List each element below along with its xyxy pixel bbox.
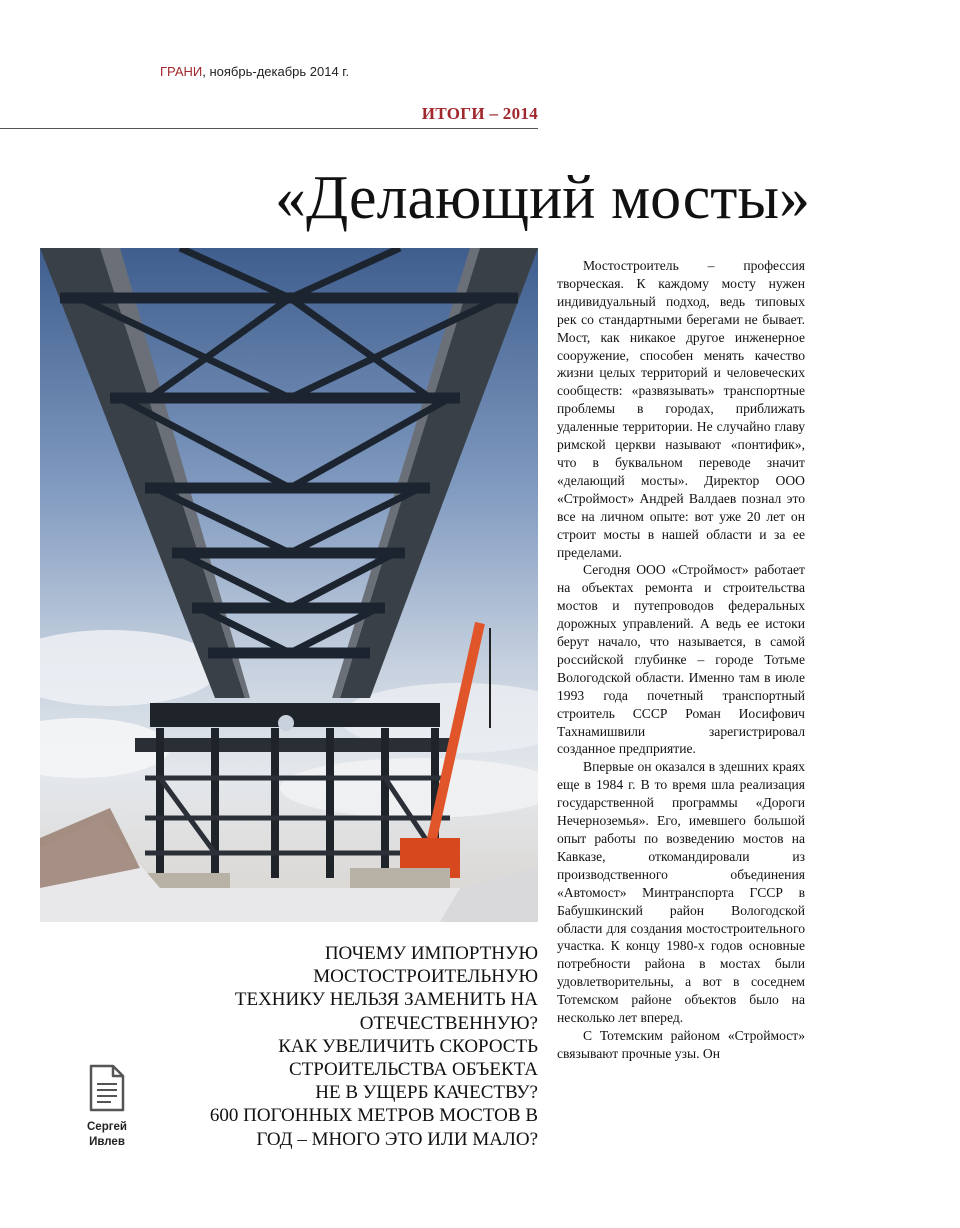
body-paragraph: Впервые он оказался в здешних краях еще в 1984 г. В то время шла реализация государственной программы «Дороги Нечерноземья». Его, имевшего большой опыт работы по возведению мостов на Кавказе, откомандировали из производственного объединения «Автомост» Минтранспорта ГССР в Бабушкинский район Вологодской области для создания мостостроительного участка. К концу 1980-х годов основные потребности района в мостах были удовлетворительны, а вот в соседнем Тотемском районе объектов было на несколько лет вперед.	[557, 759, 805, 1026]
document-icon	[87, 1064, 127, 1112]
question-line: ОТЕЧЕСТВЕННУЮ?	[359, 1012, 538, 1034]
question-line: ПОЧЕМУ ИМПОРТНУЮ	[324, 943, 538, 964]
masthead	[160, 64, 349, 79]
question-line: ГОД – МНОГО ЭТО ИЛИ МАЛО?	[256, 1128, 538, 1150]
section-label: ИТОГИ – 2014	[421, 104, 538, 123]
question-line: МОСТОСТРОИТЕЛЬНУЮ	[313, 966, 538, 988]
section-rule	[0, 128, 538, 129]
author-byline	[70, 1064, 144, 1150]
body-paragraph: Мостостроитель – профессия творческая. К каждому мосту нужен индивидуальный подход, ведь типовых рек со стандартными берегами не бывает. Мост, как никакое другое инженерное сооружение, способен менять качество жизни целых территорий и человеческих сообществ: «развязывать» транспортные проблемы в городах, приближать удаленные территории. Не случайно главу римской церкви называют «понтифик», что в буквальном переводе значит «делающий мосты». Директор ООО «Строймост» Андрей Валдаев познал это все на личном опыте: вот уже 20 лет он строит мосты в нашей области и за ее пределами.	[557, 258, 805, 560]
bridge-photo	[40, 248, 538, 922]
author-last-name: Ивлев	[89, 1136, 125, 1148]
masthead-brand: ГРАНИ	[160, 64, 203, 79]
question-line: 600 ПОГОННЫХ МЕТРОВ МОСТОВ В	[209, 1105, 538, 1127]
question-line: СТРОИТЕЛЬСТВА ОБЪЕКТА	[288, 1059, 538, 1081]
question-line: НЕ В УЩЕРБ КАЧЕСТВУ?	[315, 1082, 538, 1104]
article-headline: «Делающий мосты»	[275, 164, 810, 232]
lead-questions	[150, 942, 538, 1151]
body-paragraph: Сегодня ООО «Строймост» работает на объектах ремонта и строительства мостов и путепроводов федеральных дорожных управлений. А ведь ее истоки берут начало, что называется, в самой российской глубинке – городе Тотьме Вологодской области. Именно там в июле 1993 года почетный транспортный строитель СССР Роман Иосифович Тахнамишвили зарегистрировал созданное предприятие.	[557, 562, 805, 757]
masthead-issue: , ноябрь-декабрь 2014 г.	[202, 64, 350, 79]
article-body	[557, 257, 805, 1063]
question-line: ТЕХНИКУ НЕЛЬЗЯ ЗАМЕНИТЬ НА	[234, 989, 538, 1011]
author-first-name: Сергей	[87, 1121, 127, 1133]
question-line: КАК УВЕЛИЧИТЬ СКОРОСТЬ	[278, 1035, 538, 1057]
body-paragraph: С Тотемским районом «Строймост» связывают прочные узы. Он	[557, 1027, 805, 1061]
